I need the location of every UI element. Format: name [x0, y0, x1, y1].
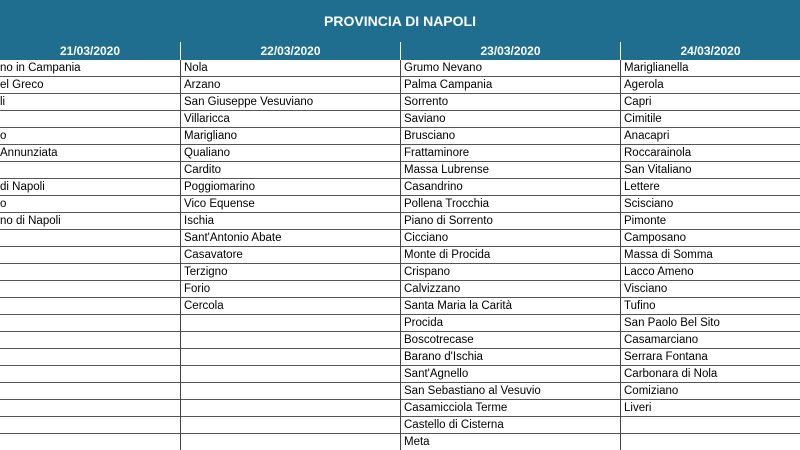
- table-cell: Visciano: [621, 281, 800, 298]
- table-cell: Qualiano: [181, 145, 400, 162]
- table-cell: [0, 247, 180, 264]
- table-cell: [0, 332, 180, 349]
- table-cell: Sant'Antonio Abate: [181, 230, 400, 247]
- table-cell: Pimonte: [621, 213, 800, 230]
- table-cell: [0, 315, 180, 332]
- table-cell: di Napoli: [0, 179, 180, 196]
- table-cell: Capri: [621, 94, 800, 111]
- table-cell: el Greco: [0, 77, 180, 94]
- table-cell: Castello di Cisterna: [401, 417, 620, 434]
- table-cell: Sorrento: [401, 94, 620, 111]
- table-cell: Marigliano: [181, 128, 400, 145]
- table-cell: Casandrino: [401, 179, 620, 196]
- table-cell: Vico Equense: [181, 196, 400, 213]
- table-cell: [0, 281, 180, 298]
- table-cell: Brusciano: [401, 128, 620, 145]
- table-cell: Scisciano: [621, 196, 800, 213]
- table-cell: Boscotrecase: [401, 332, 620, 349]
- table-cell: Procida: [401, 315, 620, 332]
- table-cell: li: [0, 94, 180, 111]
- table-cell: [181, 349, 400, 366]
- column-21-03: [0, 60, 180, 450]
- column-header-24-03: 24/03/2020: [620, 42, 800, 60]
- table-cell: San Vitaliano: [621, 162, 800, 179]
- table-cell: Cercola: [181, 298, 400, 315]
- table-cell: Casamarciano: [621, 332, 800, 349]
- column-22-03: [180, 60, 400, 450]
- table-cell: Barano d'Ischia: [401, 349, 620, 366]
- table-cell: Meta: [401, 434, 620, 450]
- table-cell: [0, 417, 180, 434]
- table-cell: [0, 400, 180, 417]
- table-cell: Poggiomarino: [181, 179, 400, 196]
- table-cell: [621, 434, 800, 450]
- table-cell: [181, 366, 400, 383]
- table-cell: Sant'Agnello: [401, 366, 620, 383]
- header-row: [0, 42, 800, 60]
- table-cell: Casavatore: [181, 247, 400, 264]
- table-cell: Santa Maria la Carità: [401, 298, 620, 315]
- table-cell: Pollena Trocchia: [401, 196, 620, 213]
- table-cell: Comiziano: [621, 383, 800, 400]
- table-cell: [181, 400, 400, 417]
- table-cell: Mariglianella: [621, 60, 800, 77]
- table-cell: o: [0, 196, 180, 213]
- table-cell: Roccarainola: [621, 145, 800, 162]
- table-cell: Piano di Sorrento: [401, 213, 620, 230]
- table-cell: San Giuseppe Vesuviano: [181, 94, 400, 111]
- table-cell: [0, 230, 180, 247]
- table-cell: Lacco Ameno: [621, 264, 800, 281]
- table-cell: Nola: [181, 60, 400, 77]
- column-24-03: [620, 60, 800, 450]
- table-cell: San Sebastiano al Vesuvio: [401, 383, 620, 400]
- table-cell: [0, 383, 180, 400]
- table-cell: Frattaminore: [401, 145, 620, 162]
- table-cell: Casamicciola Terme: [401, 400, 620, 417]
- page-title: PROVINCIA DI NAPOLI: [0, 0, 800, 42]
- table-cell: [0, 298, 180, 315]
- table-cell: Cicciano: [401, 230, 620, 247]
- table-cell: Camposano: [621, 230, 800, 247]
- table-cell: o: [0, 128, 180, 145]
- table-cell: Serrara Fontana: [621, 349, 800, 366]
- table-cell: [181, 332, 400, 349]
- table-cell: Cardito: [181, 162, 400, 179]
- table-cell: Saviano: [401, 111, 620, 128]
- column-header-22-03: 22/03/2020: [180, 42, 400, 60]
- table-cell: Massa Lubrense: [401, 162, 620, 179]
- table-cell: [0, 162, 180, 179]
- table-cell: [621, 417, 800, 434]
- table-cell: Forio: [181, 281, 400, 298]
- table-cell: Crispano: [401, 264, 620, 281]
- table-cell: Terzigno: [181, 264, 400, 281]
- table-cell: Arzano: [181, 77, 400, 94]
- table-cell: Grumo Nevano: [401, 60, 620, 77]
- table-cell: Ischia: [181, 213, 400, 230]
- table-cell: [0, 264, 180, 281]
- table-cell: Cimitile: [621, 111, 800, 128]
- table-cell: Tufino: [621, 298, 800, 315]
- column-header-23-03: 23/03/2020: [400, 42, 620, 60]
- column-23-03: [400, 60, 620, 450]
- table-cell: [0, 366, 180, 383]
- table-cell: [181, 434, 400, 450]
- table-cell: [0, 434, 180, 450]
- table-cell: Massa di Somma: [621, 247, 800, 264]
- table-body: [0, 60, 800, 450]
- table-cell: Annunziata: [0, 145, 180, 162]
- table-cell: Lettere: [621, 179, 800, 196]
- table-cell: Anacapri: [621, 128, 800, 145]
- table-cell: Agerola: [621, 77, 800, 94]
- table-cell: San Paolo Bel Sito: [621, 315, 800, 332]
- table-cell: [181, 417, 400, 434]
- table-cell: Palma Campania: [401, 77, 620, 94]
- table-cell: no di Napoli: [0, 213, 180, 230]
- column-header-21-03: 21/03/2020: [0, 42, 180, 60]
- table-cell: Monte di Procida: [401, 247, 620, 264]
- table-cell: Liveri: [621, 400, 800, 417]
- table-cell: [0, 349, 180, 366]
- table-cell: Villaricca: [181, 111, 400, 128]
- table-cell: [0, 111, 180, 128]
- table-cell: Carbonara di Nola: [621, 366, 800, 383]
- table-cell: [181, 315, 400, 332]
- table-cell: no in Campania: [0, 60, 180, 77]
- table-cell: Calvizzano: [401, 281, 620, 298]
- table-cell: [181, 383, 400, 400]
